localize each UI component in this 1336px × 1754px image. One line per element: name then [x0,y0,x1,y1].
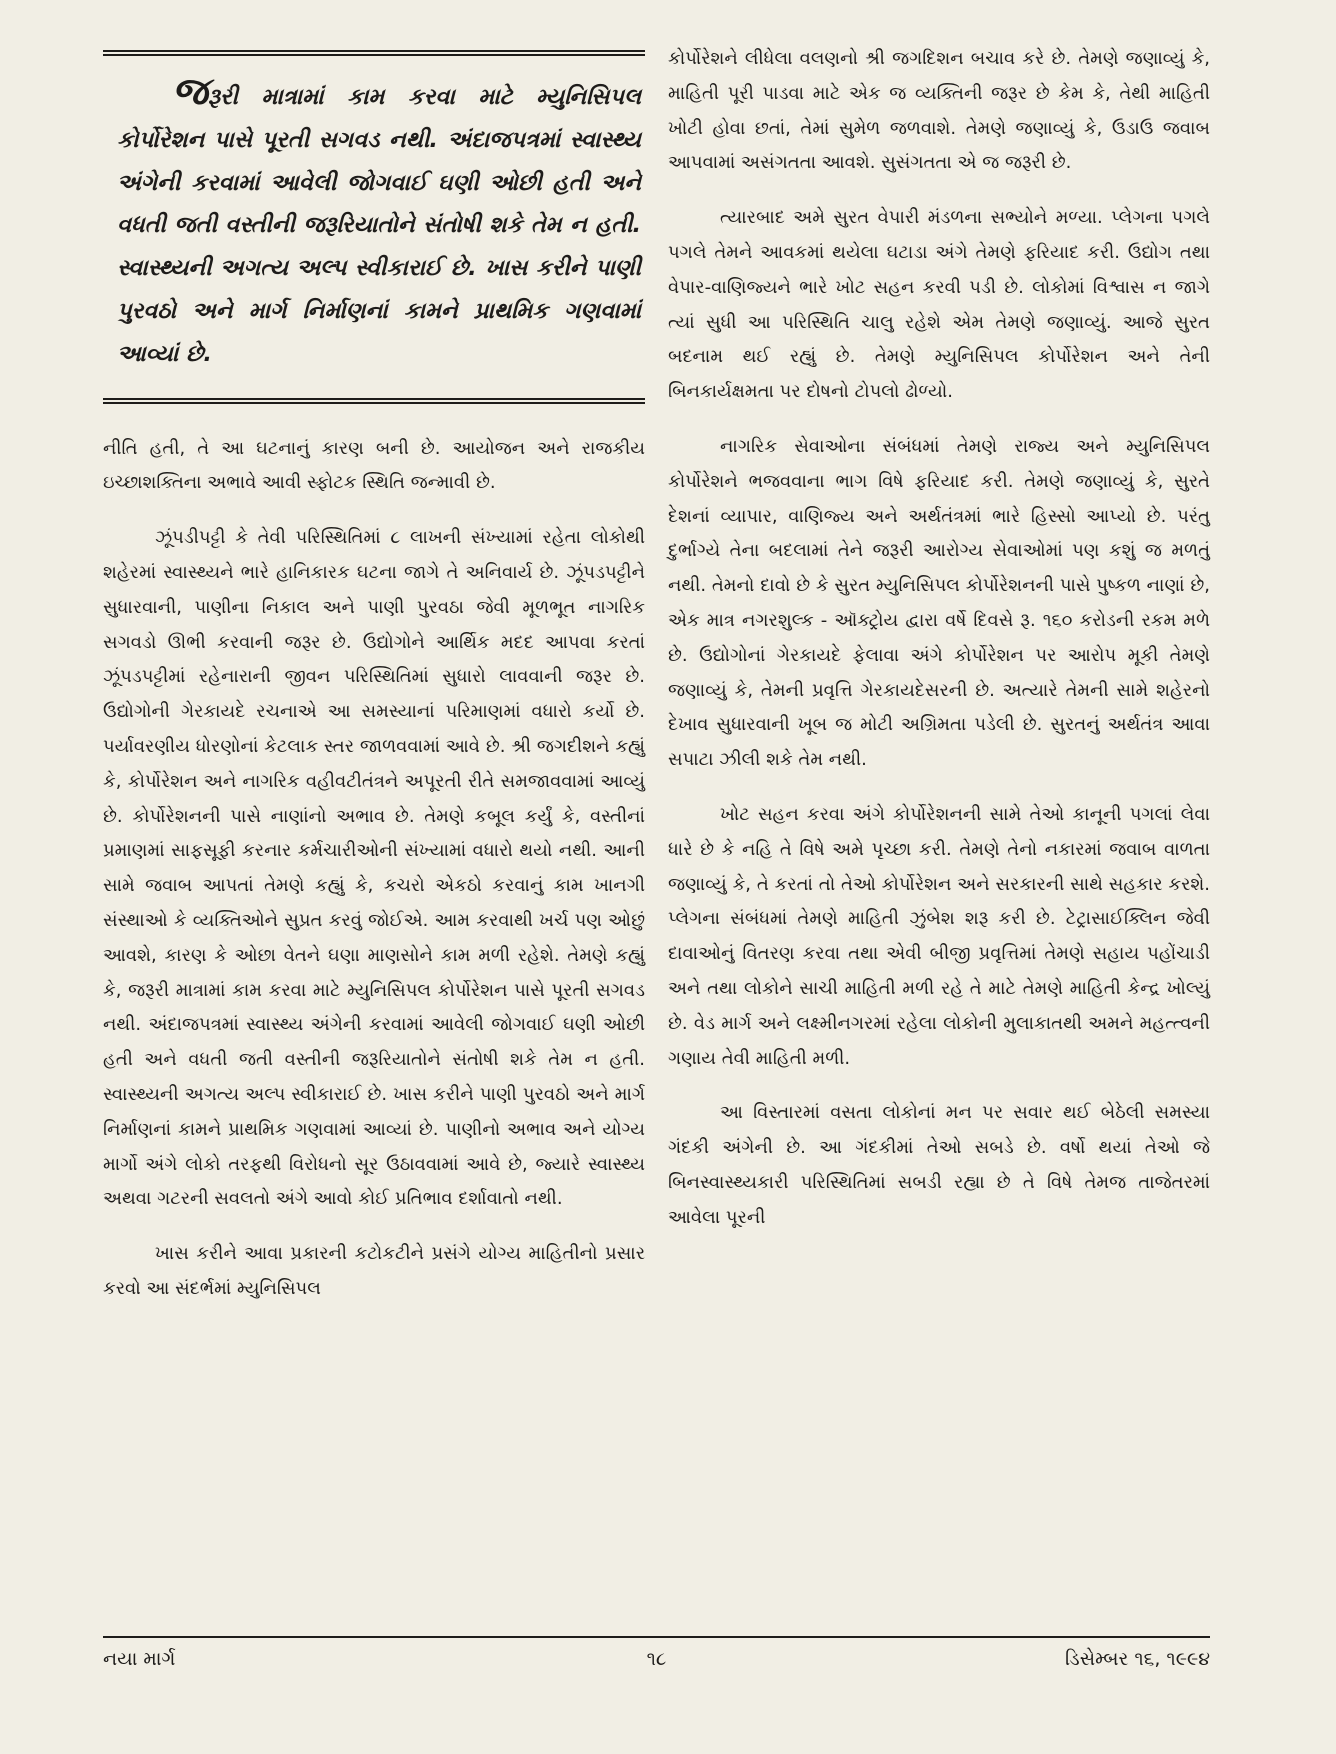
left-paragraph-2: ઝૂંપડીપટ્ટી કે તેવી પરિસ્થિતિમાં ૮ લાખની સંખ્યામાં રહેતા લોકોથી શહેરમાં સ્વાસ્થ્યને ભારે હાનિકારક ઘટના જાગે તે અનિવાર્ય છે. ઝૂંપડપટ્ટીને સુધારવાની, પાણીના નિકાલ અને પાણી પુરવઠા જેવી મૂળભૂત નાગરિક સગવડો ઊભી કરવાની જરૂર છે. ઉદ્યોગોને આર્થિક મદદ આપવા કરતાં ઝૂંપડપટ્ટીમાં રહેનારાની જીવન પરિસ્થિતિમાં સુધારો લાવવાની જરૂર છે. ઉદ્યોગોની ગેરકાયદે રચનાએ આ સમસ્યાનાં પરિમાણમાં વધારો કર્યો છે. પર્યાવરણીય ધોરણોનાં કેટલાક સ્તર જાળવવામાં આવે છે. શ્રી જગદીશને કહ્યું કે, કોર્પોરેશન અને નાગરિક વહીવટીતંત્રને અપૂરતી રીતે સમજાવવામાં આવ્યું છે. કોર્પોરેશનની પાસે નાણાંનો અભાવ છે. તેમણે કબૂલ કર્યું કે, વસ્તીનાં પ્રમાણમાં સાફસૂફી કરનાર કર્મચારીઓની સંખ્યામાં વધારો થયો નથી. આની સામે જવાબ આપતાં તેમણે કહ્યું કે, કચરો એકઠો કરવાનું કામ ખાનગી સંસ્થાઓ કે વ્યક્તિઓને સુપ્રત કરવું જોઈએ. આમ કરવાથી ખર્ચ પણ ઓછું આવશે, કારણ કે ઓછા વેતને ઘણા માણસોને કામ મળી રહેશે. તેમણે કહ્યું કે, જરૂરી માત્રામાં કામ કરવા માટે મ્યુનિસિપલ કોર્પોરેશન પાસે પૂરતી સગવડ નથી. અંદાજપત્રમાં સ્વાસ્થ્ય અંગેની કરવામાં આવેલી જોગવાઈ ઘણી ઓછી હતી અને વધતી જતી વસ્તીની જરૂરિયાતોને સંતોષી શકે તેમ ન હતી. સ્વાસ્થ્યની અગત્ય અલ્પ સ્વીકારાઈ છે. ખાસ કરીને પાણી પુરવઠો અને માર્ગ નિર્માણનાં કામને પ્રાથમિક ગણવામાં આવ્યાં છે. પાણીનો અભાવ અને યોગ્ય માર્ગો અંગે લોકો તરફથી વિરોધનો સૂર ઉઠાવવામાં આવે છે, જ્યારે સ્વાસ્થ્ય અથવા ગટરની સવલતો અંગે આવો કોઈ પ્રતિભાવ દર્શાવાતો નથી. [103,527,645,1210]
left-column [103,42,645,1307]
issue-date: ડિસેમ્બર ૧૬, ૧૯૯૪ [1064,1648,1210,1670]
left-paragraph-1: નીતિ હતી, તે આ ઘટનાનું કારણ બની છે. આયોજન અને રાજકીય ઇચ્છાશક્તિના અભાવે આવી સ્ફોટક સ્થિતિ જન્માવી છે. [103,437,645,494]
pullquote-bottom-rule [103,398,645,404]
right-paragraph-5: આ વિસ્તારમાં વસતા લોકોનાં મન પર સવાર થઈ બેઠેલી સમસ્યા ગંદકી અંગેની છે. આ ગંદકીમાં તેઓ સબડે છે. વર્ષો થયાં તેઓ જે બિનસ્વાસ્થ્યકારી પરિસ્થિતિમાં સબડી રહ્યા છે તે વિષે તેમજ તાજેતરમાં આવેલા પૂરની [668,1102,1210,1228]
right-paragraph-2: ત્યારબાદ અમે સુરત વેપારી મંડળના સભ્યોને મળ્યા. પ્લેગના પગલે પગલે તેમને આવકમાં થયેલા ઘટાડા અંગે તેમણે ફરિયાદ કરી. ઉદ્યોગ તથા વેપાર-વાણિજ્યને ભારે ખોટ સહન કરવી પડી છે. લોકોમાં વિશ્વાસ ન જાગે ત્યાં સુધી આ પરિસ્થિતિ ચાલુ રહેશે એમ તેમણે જણાવ્યું. આજે સુરત બદનામ થઈ રહ્યું છે. તેમણે મ્યુનિસિપલ કોર્પોરેશન અને તેની બિનકાર્યક્ષમતા પર દોષનો ટોપલો ઢોળ્યો. [668,207,1210,403]
right-column [668,42,1210,1236]
pullquote: જરૂરી માત્રામાં કામ કરવા માટે મ્યુનિસિપલ કોર્પોરેશન પાસે પૂરતી સગવડ નથી. અંદાજપત્રમાં સ્વાસ્થ્ય અંગેની કરવામાં આવેલી જોગવાઈ ઘણી ઓછી હતી અને વધતી જતી વસ્તીની જરૂરિયાતોને સંતોષી શકે તેમ ન હતી. સ્વાસ્થ્યની અગત્ય અલ્પ સ્વીકારાઈ છે. ખાસ કરીને પાણી પુરવઠો અને માર્ગ નિર્માણનાં કામને પ્રાથમિક ગણવામાં આવ્યાં છે. [117,69,641,367]
footer-rule [103,1636,1210,1638]
right-paragraph-3: નાગરિક સેવાઓના સંબંધમાં તેમણે રાજ્ય અને મ્યુનિસિપલ કોર્પોરેશને ભજવવાના ભાગ વિષે ફરિયાદ કરી. તેમણે જણાવ્યું કે, સુરતે દેશનાં વ્યાપાર, વાણિજ્ય અને અર્થતંત્રમાં ભારે હિસ્સો આપ્યો છે. પરંતુ દુર્ભાગ્યે તેના બદલામાં તેને જરૂરી આરોગ્ય સેવાઓમાં પણ કશું જ મળતું નથી. તેમનો દાવો છે કે સુરત મ્યુનિસિપલ કોર્પોરેશનની પાસે પુષ્કળ નાણાં છે, એક માત્ર નગરશુલ્ક - ઑક્ટ્રોય દ્વારા વર્ષે દિવસે રૂ. ૧૬૦ કરોડની રકમ મળે છે. ઉદ્યોગોનાં ગેરકાયદે ફેલાવા અંગે કોર્પોરેશન પર આરોપ મૂકી તેમણે જણાવ્યું કે, તેમની પ્રવૃત્તિ ગેરકાયદેસરની છે. અત્યારે તેમની સામે શહેરનો દેખાવ સુધારવાની ખૂબ જ મોટી અગ્રિમતા પડેલી છે. સુરતનું અર્થતંત્ર આવા સપાટા ઝીલી શકે તેમ નથી. [668,435,1210,771]
left-paragraph-3: ખાસ કરીને આવા પ્રકારની કટોકટીને પ્રસંગે યોગ્ય માહિતીનો પ્રસાર કરવો આ સંદર્ભમાં મ્યુનિસિપલ [103,1243,645,1299]
right-paragraph-4: ખોટ સહન કરવા અંગે કોર્પોરેશનની સામે તેઓ કાનૂની પગલાં લેવા ધારે છે કે નહિ તે વિષે અમે પૃચ્છા કરી. તેમણે તેનો નકારમાં જવાબ વાળતા જણાવ્યું કે, તે કરતાં તો તેઓ કોર્પોરેશન અને સરકારની સાથે સહકાર કરશે. પ્લેગના સંબંધમાં તેમણે માહિતી ઝુંબેશ શરૂ કરી છે. ટેટ્રાસાઈક્લિન જેવી દાવાઓનું વિતરણ કરવા તથા એવી બીજી પ્રવૃત્તિમાં તેમણે સહાય પહોંચાડી અને તથા લોકોને સાચી માહિતી મળી રહે તે માટે તેમણે માહિતી કેન્દ્ર ખોલ્યું છે. વેડ માર્ગ અને લક્ષ્મીનગરમાં રહેલા લોકોની મુલાકાતથી અમને મહત્ત્વની ગણાય તેવી માહિતી મળી. [668,803,1210,1069]
page-number: ૧૮ [646,1648,667,1670]
publication-name: નયા માર્ગ [103,1648,176,1670]
right-paragraph-1: કોર્પોરેશને લીધેલા વલણનો શ્રી જગદિશન બચાવ કરે છે. તેમણે જણાવ્યું કે, માહિતી પૂરી પાડવા માટે એક જ વ્યક્તિની જરૂર છે કેમ કે, તેથી માહિતી ખોટી હોવા છતાં, તેમાં સુમેળ જળવાશે. તેમણે જણાવ્યું કે, ઉડાઉ જવાબ આપવામાં અસંગતતા આવશે. સુસંગતતા એ જ જરૂરી છે. [668,48,1210,174]
